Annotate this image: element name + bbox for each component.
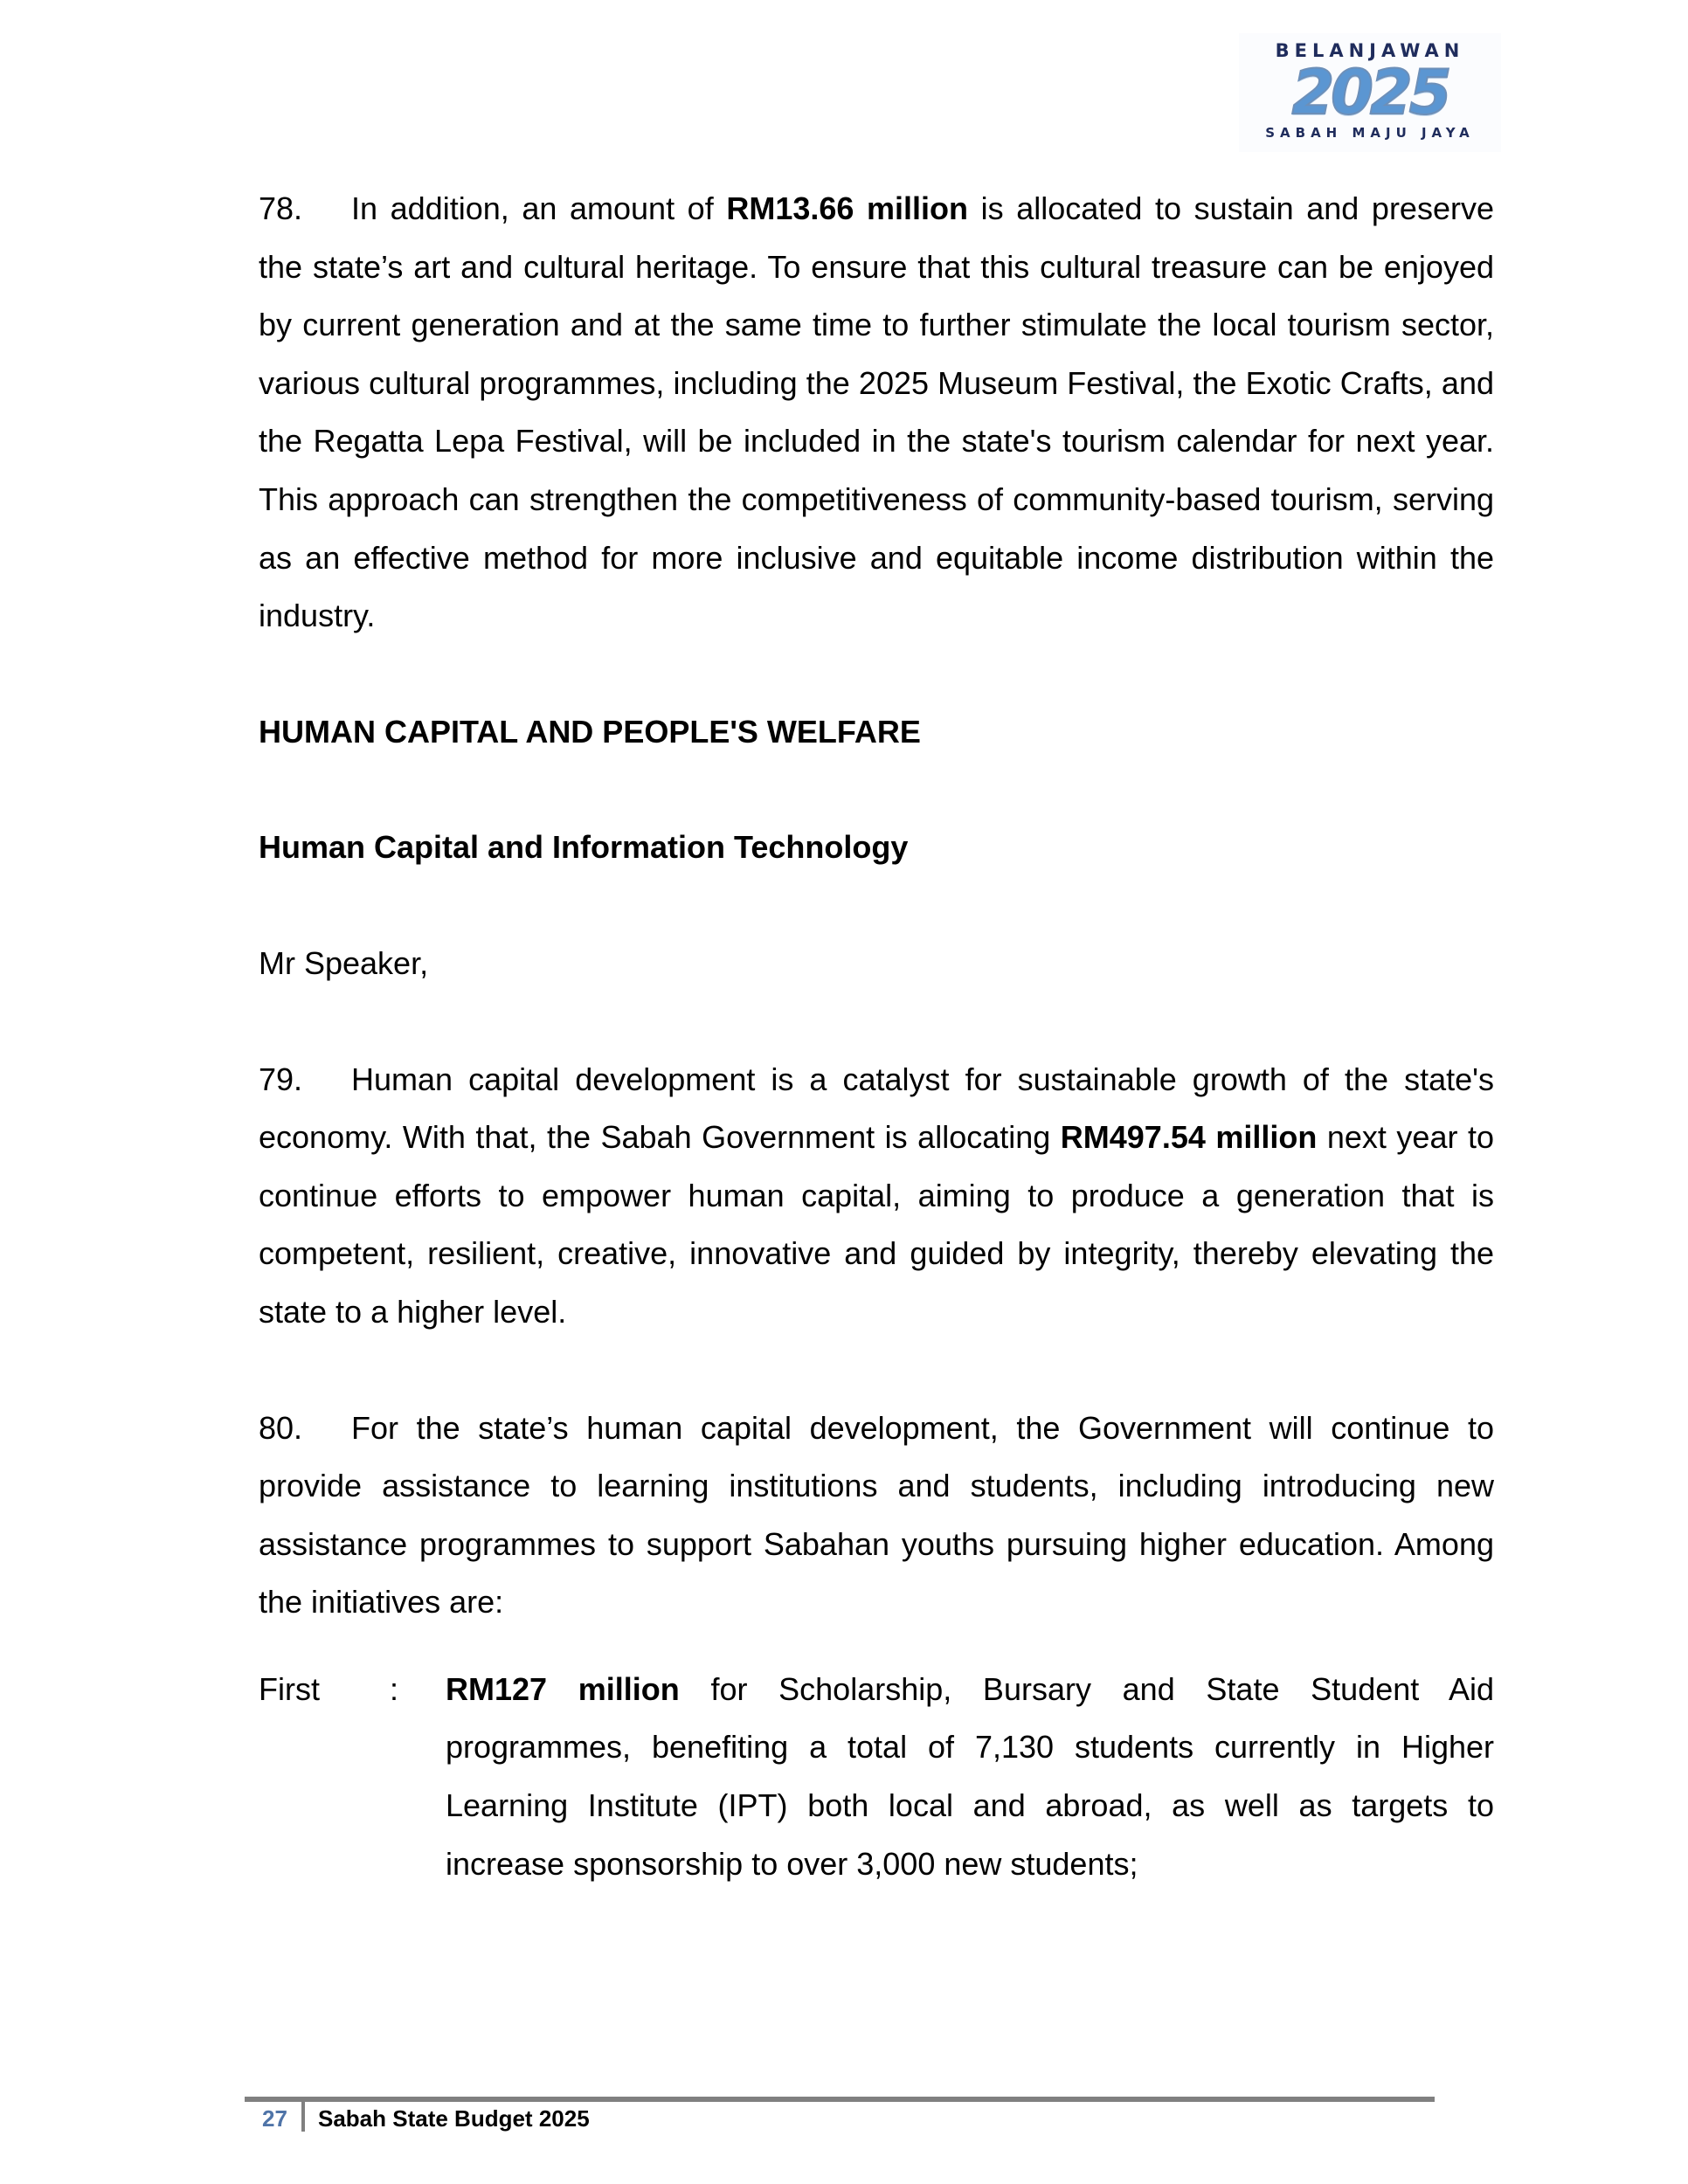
logo-top-text: BELANJAWAN — [1275, 40, 1465, 61]
initiative-colon: : — [390, 1670, 399, 1707]
logo-year: 2025 — [1291, 57, 1449, 128]
salutation: Mr Speaker, — [259, 944, 429, 981]
footer-title: Sabah State Budget 2025 — [318, 2105, 590, 2132]
spacer — [259, 877, 1494, 935]
paragraph-number: 79. — [259, 1061, 303, 1097]
budget-2025-logo — [1239, 33, 1501, 152]
paragraph-number: 78. — [259, 190, 303, 226]
paragraph-78 — [259, 180, 1494, 646]
paragraph-number: 80. — [259, 1409, 303, 1446]
paragraph-text: is allocated to sustain and preserve the state’s art and cultural heritage. To ensure that this cultural treasure can be enjoyed by current generation and at the same time to further stimulate the local tourism sector, various cultural programmes, including the 2025 Museum Festival, the Exotic Crafts, and the Regatta Lepa Festival, will be included in the state's tourism calendar for next year. This approach can strengthen the competitiveness of community-based tourism, serving as an effective method for more inclusive and equitable income distribution within the industry. — [259, 190, 1494, 634]
page-number: 27 — [262, 2105, 287, 2132]
paragraph-text: In addition, an amount of — [351, 190, 727, 226]
spacer — [259, 1342, 1494, 1400]
paragraph-79 — [259, 1051, 1494, 1342]
initiative-label: First — [259, 1670, 320, 1707]
amount-highlight: RM127 million — [446, 1670, 680, 1707]
initiative-item — [259, 1661, 1494, 1893]
spacer — [259, 646, 1494, 703]
logo-tagline: SABAH MAJU JAYA — [1265, 125, 1475, 141]
paragraph-text: next year to continue efforts to empower human capital, aiming to produce a generation that is competent, resilient, creative, innovative and guided by integrity, thereby elevating the state to a higher level. — [259, 1119, 1494, 1330]
footer-rule — [245, 2097, 1435, 2102]
footer-divider — [301, 2097, 305, 2132]
amount-highlight: RM497.54 million — [1060, 1119, 1318, 1156]
section-heading: HUMAN CAPITAL AND PEOPLE'S WELFARE — [259, 713, 921, 750]
paragraph-80 — [259, 1400, 1494, 1632]
subsection-heading: Human Capital and Information Technology — [259, 829, 909, 866]
spacer — [259, 993, 1494, 1051]
initiative-body — [446, 1661, 1494, 1893]
document-body — [259, 180, 1494, 1893]
paragraph-text: For the state’s human capital development, the Government will continue to provide assistance to learning institutions and students, including introducing new assistance programmes to support Sabahan youths pursuing higher education. Among the initiatives are: — [259, 1409, 1494, 1621]
spacer — [259, 1632, 1494, 1661]
spacer — [259, 761, 1494, 819]
initiative-text: for Scholarship, Bursary and State Student Aid programmes, benefiting a total of 7,130 students currently in Higher Learning Institute (IPT) both local and abroad, as well as targets to increase sponsorship to over 3,000 new students; — [446, 1670, 1494, 1882]
amount-highlight: RM13.66 million — [726, 190, 969, 226]
paragraph-text: Human capital development is a catalyst for sustainable growth of the state's economy. With that, the Sabah Government is allocating — [259, 1061, 1494, 1156]
